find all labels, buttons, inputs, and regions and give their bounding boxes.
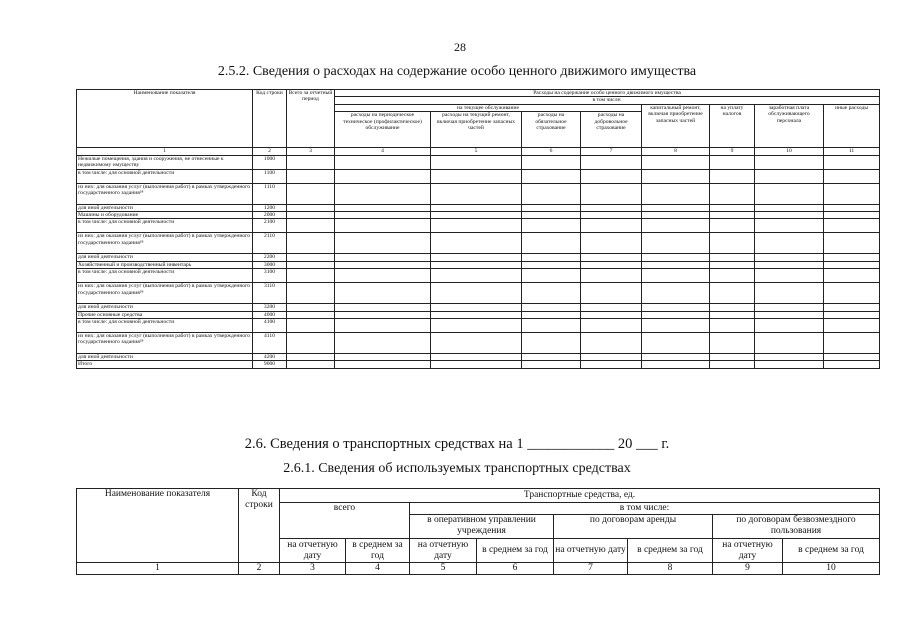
t2-header-avg: в среднем за год — [783, 539, 880, 563]
value-cell[interactable] — [581, 269, 642, 283]
value-cell[interactable] — [710, 283, 755, 304]
value-cell[interactable] — [287, 333, 335, 354]
value-cell[interactable] — [710, 261, 755, 268]
value-cell[interactable] — [522, 333, 581, 354]
value-cell[interactable] — [581, 304, 642, 311]
row-code: 1100 — [253, 169, 287, 183]
row-indicator-name: для иной деятельности — [77, 204, 253, 211]
row-indicator-name: для иной деятельности — [77, 254, 253, 261]
value-cell[interactable] — [287, 354, 335, 361]
t1-header-periodic: расходы на периодическое техническое (профилактическое) обслуживание — [335, 112, 431, 148]
value-cell[interactable] — [522, 311, 581, 318]
section-2-5-2-title: 2.5.2. Сведения о расходах на содержание особо ценного движимого имущества — [217, 64, 697, 79]
value-cell[interactable] — [755, 333, 824, 354]
t1-header-name: Наименование показателя — [77, 90, 253, 148]
value-cell[interactable] — [581, 311, 642, 318]
value-cell[interactable] — [522, 183, 581, 204]
value-cell[interactable] — [581, 333, 642, 354]
value-cell[interactable] — [710, 155, 755, 169]
value-cell[interactable] — [287, 304, 335, 311]
value-cell[interactable] — [522, 304, 581, 311]
value-cell[interactable] — [755, 319, 824, 333]
value-cell[interactable] — [287, 269, 335, 283]
row-indicator-name: из них: для оказания услуг (выполнения работ) в рамках утвержденного государственного задания²⁸ — [77, 183, 253, 204]
row-indicator-name: в том числе: для основной деятельности — [77, 169, 253, 183]
value-cell[interactable] — [824, 304, 880, 311]
value-cell[interactable] — [431, 219, 522, 233]
value-cell[interactable] — [710, 254, 755, 261]
row-code: 1000 — [253, 155, 287, 169]
value-cell[interactable] — [287, 319, 335, 333]
value-cell[interactable] — [710, 212, 755, 219]
value-cell[interactable] — [335, 219, 431, 233]
t2-colnum: 5 — [410, 563, 477, 575]
t1-colnum: 10 — [755, 148, 824, 155]
table-row — [77, 304, 880, 311]
value-cell[interactable] — [755, 261, 824, 268]
row-indicator-name: Прочие основные средства — [77, 311, 253, 318]
value-cell[interactable] — [522, 219, 581, 233]
row-indicator-name: в том числе: для основной деятельности — [77, 319, 253, 333]
table-row — [77, 254, 880, 261]
section-2-6-title: 2.6. Сведения о транспортных средствах на 1 ____________ 20 ___ г. — [244, 436, 670, 452]
row-indicator-name: для иной деятельности — [77, 304, 253, 311]
value-cell[interactable] — [431, 183, 522, 204]
value-cell[interactable] — [824, 269, 880, 283]
value-cell[interactable] — [431, 212, 522, 219]
t2-colnum: 4 — [346, 563, 410, 575]
table-row — [77, 212, 880, 219]
value-cell[interactable] — [824, 219, 880, 233]
t1-colnum: 5 — [431, 148, 522, 155]
row-code: 1110 — [253, 183, 287, 204]
value-cell[interactable] — [755, 219, 824, 233]
value-cell[interactable] — [824, 183, 880, 204]
table-row — [77, 204, 880, 211]
value-cell[interactable] — [431, 283, 522, 304]
value-cell[interactable] — [710, 361, 755, 368]
value-cell[interactable] — [642, 319, 710, 333]
value-cell[interactable] — [642, 354, 710, 361]
value-cell[interactable] — [581, 361, 642, 368]
value-cell[interactable] — [642, 283, 710, 304]
value-cell[interactable] — [581, 183, 642, 204]
value-cell[interactable] — [710, 204, 755, 211]
value-cell[interactable] — [581, 219, 642, 233]
value-cell[interactable] — [642, 361, 710, 368]
value-cell[interactable] — [431, 269, 522, 283]
value-cell[interactable] — [642, 169, 710, 183]
value-cell[interactable] — [710, 319, 755, 333]
value-cell[interactable] — [824, 261, 880, 268]
t1-header-total: Всего за отчетный период — [287, 90, 335, 148]
value-cell[interactable] — [710, 233, 755, 254]
value-cell[interactable] — [755, 354, 824, 361]
value-cell[interactable] — [335, 333, 431, 354]
value-cell[interactable] — [287, 233, 335, 254]
t1-header-expenses: Расходы на содержание особо ценного движимого имущества — [335, 90, 880, 97]
value-cell[interactable] — [642, 219, 710, 233]
value-cell[interactable] — [755, 361, 824, 368]
value-cell[interactable] — [755, 254, 824, 261]
value-cell[interactable] — [755, 304, 824, 311]
t2-header-at-date: на отчетную дату — [280, 539, 346, 563]
value-cell[interactable] — [287, 155, 335, 169]
value-cell[interactable] — [710, 183, 755, 204]
row-code: 4000 — [253, 311, 287, 318]
t2-header-vehicles: Транспортные средства, ед. — [280, 489, 880, 503]
value-cell[interactable] — [335, 212, 431, 219]
value-cell[interactable] — [287, 254, 335, 261]
value-cell[interactable] — [824, 233, 880, 254]
t1-colnum: 7 — [581, 148, 642, 155]
value-cell[interactable] — [581, 261, 642, 268]
value-cell[interactable] — [642, 269, 710, 283]
value-cell[interactable] — [522, 283, 581, 304]
value-cell[interactable] — [522, 269, 581, 283]
value-cell[interactable] — [755, 155, 824, 169]
t1-header-current: на текущее обслуживание — [335, 104, 642, 111]
value-cell[interactable] — [335, 254, 431, 261]
t2-header-code: Код строки — [239, 489, 280, 563]
value-cell[interactable] — [522, 261, 581, 268]
value-cell[interactable] — [287, 219, 335, 233]
value-cell[interactable] — [287, 204, 335, 211]
t2-header-operative: в оперативном управлении учреждения — [410, 515, 554, 539]
value-cell[interactable] — [335, 204, 431, 211]
value-cell[interactable] — [287, 283, 335, 304]
value-cell[interactable] — [642, 254, 710, 261]
value-cell[interactable] — [522, 354, 581, 361]
vehicles-table — [76, 488, 880, 575]
value-cell[interactable] — [335, 304, 431, 311]
t2-colnum: 7 — [554, 563, 628, 575]
row-code: 3100 — [253, 269, 287, 283]
t1-header-incl: в том числе: — [335, 97, 880, 104]
t1-header-mandatory-insurance: расходы на обязательное страхование — [522, 112, 581, 148]
value-cell[interactable] — [642, 233, 710, 254]
t1-colnum: 8 — [642, 148, 710, 155]
table-row — [77, 333, 880, 354]
t2-header-free-use: по договорам безвозмездного пользования — [713, 515, 880, 539]
row-code: 2200 — [253, 254, 287, 261]
value-cell[interactable] — [522, 254, 581, 261]
table-row — [77, 233, 880, 254]
t1-header-taxes: на уплату налогов — [710, 104, 755, 147]
value-cell[interactable] — [431, 361, 522, 368]
row-indicator-name: из них: для оказания услуг (выполнения работ) в рамках утвержденного государственного задания²⁸ — [77, 233, 253, 254]
table-row — [77, 361, 880, 368]
row-indicator-name: в том числе: для основной деятельности — [77, 269, 253, 283]
maintenance-expenses-table — [76, 89, 880, 369]
t1-header-salary: заработная плата обслуживающего персонала — [755, 104, 824, 147]
t2-colnum: 8 — [628, 563, 713, 575]
value-cell[interactable] — [710, 354, 755, 361]
value-cell[interactable] — [710, 219, 755, 233]
t1-colnum: 2 — [253, 148, 287, 155]
value-cell[interactable] — [335, 269, 431, 283]
row-indicator-name: для иной деятельности — [77, 354, 253, 361]
table-row — [77, 283, 880, 304]
table-row — [77, 183, 880, 204]
section-2-6-1-title: 2.6.1. Сведения об используемых транспортных средствах — [283, 461, 631, 476]
t1-colnum: 1 — [77, 148, 253, 155]
value-cell[interactable] — [431, 204, 522, 211]
row-code: 4100 — [253, 319, 287, 333]
t1-colnum: 4 — [335, 148, 431, 155]
value-cell[interactable] — [755, 233, 824, 254]
value-cell[interactable] — [431, 261, 522, 268]
table-row — [77, 155, 880, 169]
t1-column-numbers — [77, 148, 880, 155]
value-cell[interactable] — [824, 361, 880, 368]
value-cell[interactable] — [581, 254, 642, 261]
t2-header-total: всего — [280, 503, 410, 539]
t2-colnum: 2 — [239, 563, 280, 575]
value-cell[interactable] — [287, 261, 335, 268]
t1-colnum: 3 — [287, 148, 335, 155]
t2-colnum: 1 — [77, 563, 239, 575]
t2-header-incl: в том числе: — [410, 503, 880, 515]
t2-header-name: Наименование показателя — [77, 489, 239, 563]
value-cell[interactable] — [824, 212, 880, 219]
table-row — [77, 219, 880, 233]
value-cell[interactable] — [522, 169, 581, 183]
table-row — [77, 269, 880, 283]
value-cell[interactable] — [581, 212, 642, 219]
row-code: 2100 — [253, 219, 287, 233]
value-cell[interactable] — [581, 204, 642, 211]
row-code: 1200 — [253, 204, 287, 211]
t2-colnum: 10 — [783, 563, 880, 575]
t2-header-at-date: на отчетную дату — [554, 539, 628, 563]
row-code: 3000 — [253, 261, 287, 268]
row-code: 2000 — [253, 212, 287, 219]
value-cell[interactable] — [642, 304, 710, 311]
value-cell[interactable] — [431, 155, 522, 169]
row-code: 4110 — [253, 333, 287, 354]
value-cell[interactable] — [581, 283, 642, 304]
row-code: 4200 — [253, 354, 287, 361]
t2-header-avg: в среднем за год — [477, 539, 554, 563]
row-indicator-name: Нежилые помещения, здания и сооружения, не отнесенные к недвижимому имуществу — [77, 155, 253, 169]
row-indicator-name: Итого — [77, 361, 253, 368]
value-cell[interactable] — [824, 204, 880, 211]
value-cell[interactable] — [755, 204, 824, 211]
value-cell[interactable] — [335, 354, 431, 361]
t1-header-code: Код строки — [253, 90, 287, 148]
t2-header-lease: по договорам аренды — [554, 515, 713, 539]
value-cell[interactable] — [581, 354, 642, 361]
value-cell[interactable] — [581, 319, 642, 333]
value-cell[interactable] — [522, 233, 581, 254]
page-number: 28 — [454, 40, 466, 54]
value-cell[interactable] — [642, 212, 710, 219]
value-cell[interactable] — [431, 354, 522, 361]
value-cell[interactable] — [581, 233, 642, 254]
value-cell[interactable] — [642, 183, 710, 204]
value-cell[interactable] — [824, 354, 880, 361]
value-cell[interactable] — [522, 204, 581, 211]
value-cell[interactable] — [287, 311, 335, 318]
value-cell[interactable] — [642, 155, 710, 169]
value-cell[interactable] — [335, 361, 431, 368]
row-indicator-name: Хозяйственный и производственный инвентарь — [77, 261, 253, 268]
t2-colnum: 6 — [477, 563, 554, 575]
value-cell[interactable] — [522, 155, 581, 169]
value-cell[interactable] — [287, 361, 335, 368]
value-cell[interactable] — [824, 283, 880, 304]
value-cell[interactable] — [335, 311, 431, 318]
value-cell[interactable] — [287, 183, 335, 204]
t1-header-capital-repair: капитальный ремонт, включая приобретение запасных частей — [642, 104, 710, 147]
value-cell[interactable] — [335, 155, 431, 169]
value-cell[interactable] — [431, 304, 522, 311]
value-cell[interactable] — [755, 283, 824, 304]
value-cell[interactable] — [755, 169, 824, 183]
t1-header-other: иные расходы — [824, 104, 880, 147]
value-cell[interactable] — [710, 304, 755, 311]
value-cell[interactable] — [824, 169, 880, 183]
row-indicator-name: из них: для оказания услуг (выполнения работ) в рамках утвержденного государственного задания²⁸ — [77, 333, 253, 354]
t1-colnum: 11 — [824, 148, 880, 155]
value-cell[interactable] — [824, 319, 880, 333]
value-cell[interactable] — [335, 169, 431, 183]
row-code: 2110 — [253, 233, 287, 254]
value-cell[interactable] — [710, 333, 755, 354]
value-cell[interactable] — [431, 319, 522, 333]
t2-colnum: 3 — [280, 563, 346, 575]
t2-header-at-date: на отчетную дату — [410, 539, 477, 563]
value-cell[interactable] — [431, 333, 522, 354]
value-cell[interactable] — [642, 333, 710, 354]
value-cell[interactable] — [755, 183, 824, 204]
value-cell[interactable] — [824, 333, 880, 354]
t1-colnum: 9 — [710, 148, 755, 155]
row-indicator-name: Машины и оборудование — [77, 212, 253, 219]
t2-header-avg: в среднем за год — [628, 539, 713, 563]
t2-column-numbers — [77, 563, 880, 575]
value-cell[interactable] — [710, 311, 755, 318]
row-code: 3200 — [253, 304, 287, 311]
value-cell[interactable] — [710, 269, 755, 283]
row-code: 9000 — [253, 361, 287, 368]
value-cell[interactable] — [642, 311, 710, 318]
value-cell[interactable] — [431, 169, 522, 183]
t2-header-avg: в среднем за год — [346, 539, 410, 563]
value-cell[interactable] — [824, 254, 880, 261]
t1-header-repair: расходы на текущий ремонт, включая приобретение запасных частей — [431, 112, 522, 148]
value-cell[interactable] — [581, 155, 642, 169]
table-row — [77, 311, 880, 318]
row-indicator-name: из них: для оказания услуг (выполнения работ) в рамках утвержденного государственного задания²⁸ — [77, 283, 253, 304]
value-cell[interactable] — [581, 169, 642, 183]
t1-colnum: 6 — [522, 148, 581, 155]
value-cell[interactable] — [287, 212, 335, 219]
row-code: 3110 — [253, 283, 287, 304]
row-indicator-name: в том числе: для основной деятельности — [77, 219, 253, 233]
value-cell[interactable] — [335, 183, 431, 204]
t1-header-voluntary-insurance: расходы на добровольное страхование — [581, 112, 642, 148]
table-row — [77, 319, 880, 333]
t2-header-at-date: на отчетную дату — [713, 539, 783, 563]
value-cell[interactable] — [335, 261, 431, 268]
value-cell[interactable] — [522, 212, 581, 219]
value-cell[interactable] — [335, 233, 431, 254]
value-cell[interactable] — [335, 319, 431, 333]
t2-colnum: 9 — [713, 563, 783, 575]
value-cell[interactable] — [431, 233, 522, 254]
value-cell[interactable] — [431, 311, 522, 318]
value-cell[interactable] — [824, 155, 880, 169]
value-cell[interactable] — [755, 269, 824, 283]
value-cell[interactable] — [522, 361, 581, 368]
value-cell[interactable] — [287, 169, 335, 183]
value-cell[interactable] — [710, 169, 755, 183]
value-cell[interactable] — [335, 283, 431, 304]
value-cell[interactable] — [431, 254, 522, 261]
value-cell[interactable] — [824, 311, 880, 318]
table-row — [77, 169, 880, 183]
value-cell[interactable] — [642, 204, 710, 211]
value-cell[interactable] — [642, 261, 710, 268]
value-cell[interactable] — [755, 311, 824, 318]
table-row — [77, 354, 880, 361]
value-cell[interactable] — [755, 212, 824, 219]
value-cell[interactable] — [522, 319, 581, 333]
table-row — [77, 261, 880, 268]
